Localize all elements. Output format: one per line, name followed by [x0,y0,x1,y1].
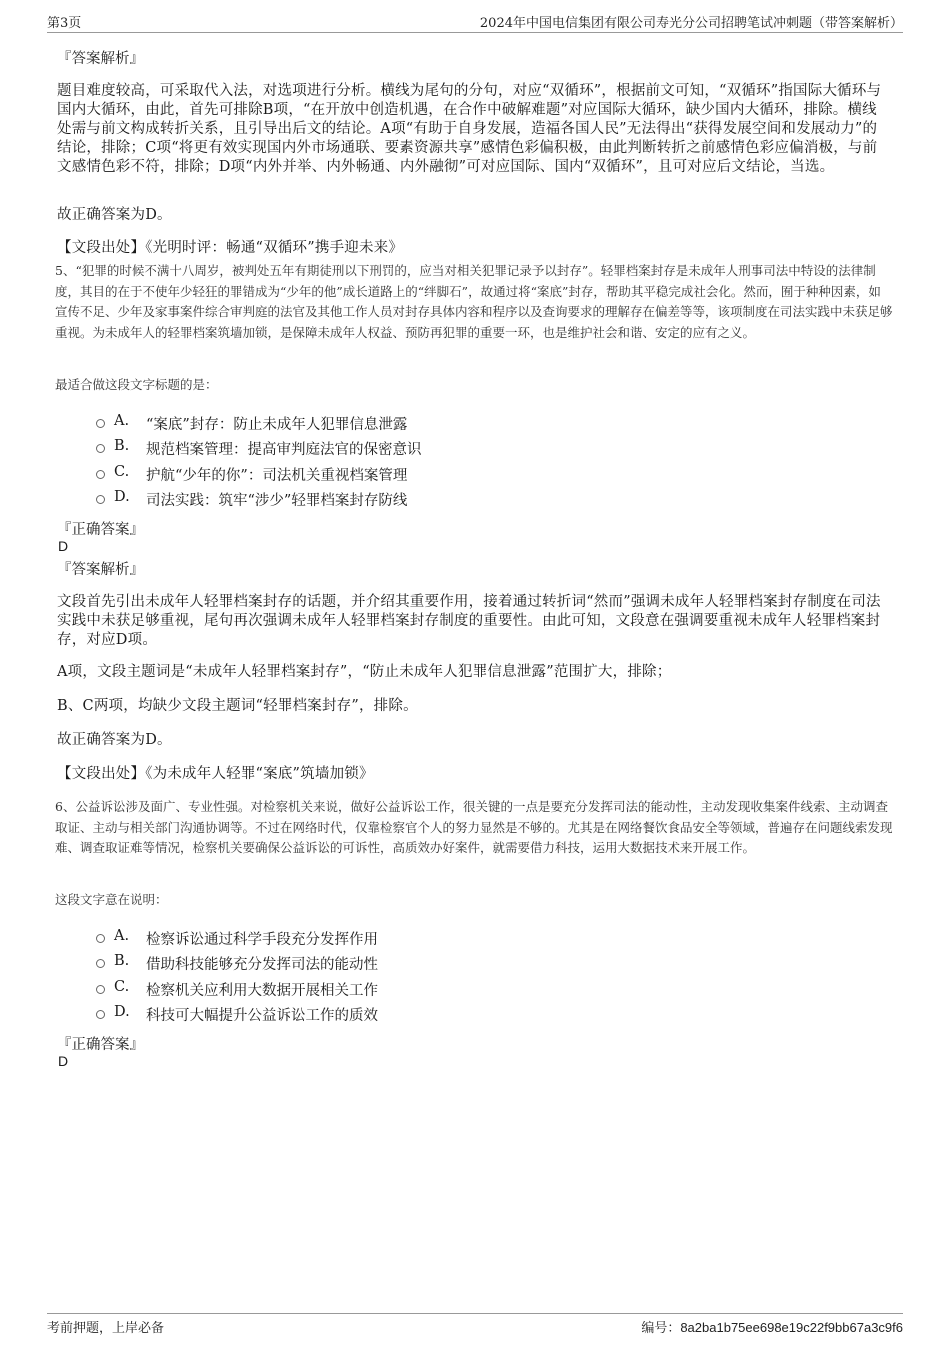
analysis-text: 题目难度较高，可采取代入法，对选项进行分析。横线为尾句的分句，对应“双循环”，根据前文可知，“双循环”指国际大循环与国内大循环，由此，首先可排除B项，“在开放中创造机遇，在合作中破解难题”对应国际大循环，缺少国内大循环，排除。横线处需与前文构成转折关系，且引导出后文的结论。A项“有助于自身发展，造福各国人民”无法得出“获得发展空间和发展动力”的结论，排除；C项“将更有效实现国内外市场通联、要素资源共享”感情色彩偏积极，由此判断转折之前感情色彩应偏消极，与前文感情色彩不符，排除；D项“内外并举、内外畅通、内外融彻”可对应国际、国内“双循环”，且可对应后文结论，当选。 [57,83,882,175]
analysis-text: B、C两项，均缺少文段主题词“轻罪档案封存”，排除。 [57,698,418,714]
option-letter: D. [114,1004,130,1020]
option-text: 检察机关应利用大数据开展相关工作 [146,983,378,999]
option-letter: C. [114,464,130,480]
conclusion: 故正确答案为D。 [57,207,172,223]
option-text: 借助科技能够充分发挥司法的能动性 [146,957,378,973]
option-c[interactable] [96,464,796,486]
radio-icon[interactable] [96,495,105,504]
analysis-text: 文段首先引出未成年人轻罪档案封存的话题，并介绍其重要作用，接着通过转折词“然而”强调未成年人轻罪档案封存制度在司法实践中未获足够重视，尾句再次强调未成年人轻罪档案封存制度的重要性。由此可知，文段意在强调要重视未成年人轻罪档案封存，对应D项。 [57,594,881,648]
radio-icon[interactable] [96,419,105,428]
question-stem: 6、公益诉讼涉及面广、专业性强。对检察机关来说，做好公益诉讼工作，很关键的一点是要充分发挥司法的能动性，主动发现收集案件线索、主动调查取证、主动与相关部门沟通协调等。不过在网络时代，仅靠检察官个人的努力显然是不够的。尤其是在网络餐饮食品安全等领域，普遍存在问题线索发现难、调查取证难等情况，检察机关要确保公益诉讼的可诉性，高质效办好案件，就需要借力科技，运用大数据技术来开展工作。 [55,799,893,855]
document-code [641,1317,903,1336]
code-value: 8a2ba1b75ee698e19c22f9bb67a3c9f6 [680,1320,903,1335]
question-stem: 5、“犯罪的时候不满十八周岁，被判处五年有期徒刑以下刑罚的，应当对相关犯罪记录予以封存”。轻罪档案封存是未成年人刑事司法中特设的法律制度，其目的在于不使年少轻狂的罪错成为“少年的他”成长道路上的“绊脚石”，故通过将“案底”封存，帮助其平稳完成社会化。然而，囿于种种因素，如宣传不足、少年及家事案件综合审判庭的法官及其他工作人员对封存具体内容和程序以及查询要求的理解存在偏差等等，该项制度在司法实践中未获足够重视。为未成年人的轻罪档案筑墙加锁，是保障未成年人权益、预防再犯罪的重要一环，也是维护社会和谐、安定的应有之义。 [55,263,893,340]
option-a[interactable] [96,928,796,950]
code-label: 编号： [641,1321,681,1336]
answer-value: D [58,538,69,554]
option-text: 护航“少年的你”：司法机关重视档案管理 [146,468,408,484]
option-c[interactable] [96,979,796,1001]
page-footer [47,1313,903,1336]
option-text: “案底”封存：防止未成年人犯罪信息泄露 [146,417,408,433]
source-citation: 【文段出处】《为未成年人轻罪“案底”筑墙加锁》 [57,766,374,782]
option-letter: D. [114,489,130,505]
analysis-text: A项，文段主题词是“未成年人轻罪档案封存”，“防止未成年人犯罪信息泄露”范围扩大，排除； [57,664,672,680]
radio-icon[interactable] [96,1010,105,1019]
footer-slogan: 考前押题，上岸必备 [47,1321,165,1336]
source-citation: 【文段出处】《光明时评：畅通“双循环”携手迎未来》 [57,240,404,256]
option-a[interactable] [96,413,796,435]
analysis-label: 『答案解析』 [57,562,144,578]
answer-value: D [58,1053,69,1069]
answer-label: 『正确答案』 [57,1037,144,1053]
analysis-label: 『答案解析』 [57,51,144,67]
option-d[interactable] [96,489,796,511]
option-text: 规范档案管理：提高审判庭法官的保密意识 [146,442,422,458]
option-letter: A. [114,413,130,429]
option-letter: A. [114,928,130,944]
option-letter: B. [114,438,130,454]
option-b[interactable] [96,953,796,975]
radio-icon[interactable] [96,934,105,943]
option-d[interactable] [96,1004,796,1026]
option-text: 科技可大幅提升公益诉讼工作的质效 [146,1008,378,1024]
conclusion: 故正确答案为D。 [57,732,172,748]
page-header [47,12,903,33]
question-prompt: 最适合做这段文字标题的是： [55,377,218,392]
option-letter: B. [114,953,130,969]
option-text: 检察诉讼通过科学手段充分发挥作用 [146,932,378,948]
radio-icon[interactable] [96,444,105,453]
document-title: 2024年中国电信集团有限公司寿光分公司招聘笔试冲刺题（带答案解析） [479,16,903,31]
option-text: 司法实践：筑牢“涉少”轻罪档案封存防线 [146,493,408,509]
option-letter: C. [114,979,130,995]
radio-icon[interactable] [96,470,105,479]
radio-icon[interactable] [96,985,105,994]
answer-label: 『正确答案』 [57,522,144,538]
radio-icon[interactable] [96,959,105,968]
option-b[interactable] [96,438,796,460]
page-number: 第3页 [47,16,82,31]
question-prompt: 这段文字意在说明： [55,892,168,907]
